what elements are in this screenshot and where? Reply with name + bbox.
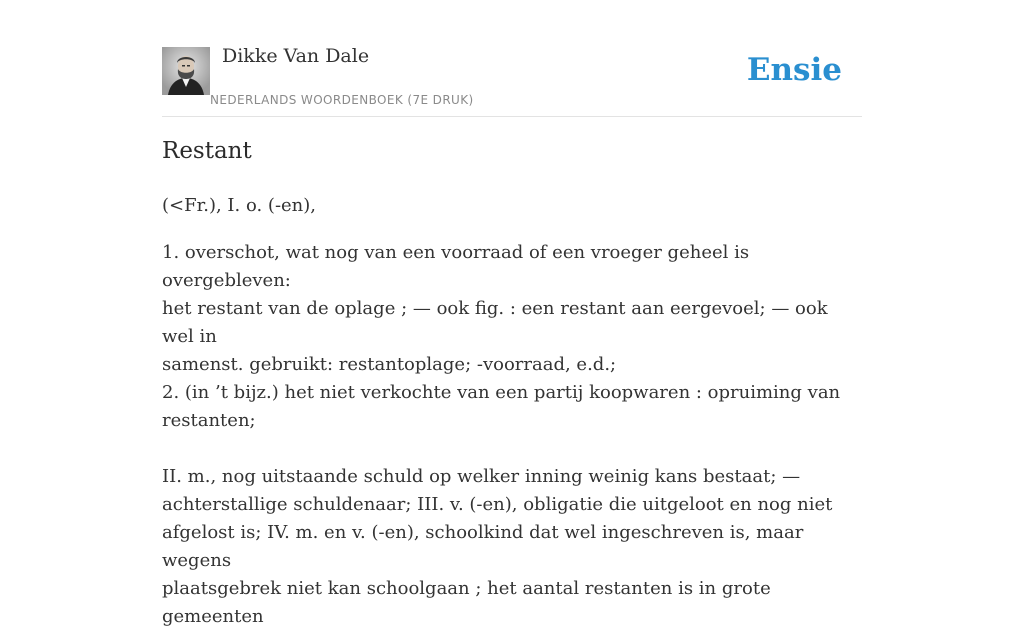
entry-line: restanten;	[162, 410, 256, 431]
entry-etymology: (<Fr.), I. o. (-en),	[162, 195, 317, 216]
entry-line: 2. (in ’t bijz.) het niet verkochte van een partij koopwaren : opruiming van	[162, 382, 841, 403]
paragraph-gap	[162, 435, 862, 463]
author-name[interactable]: Dikke Van Dale	[222, 45, 370, 67]
entry-line: II. m., nog uitstaande schuld op welker inning weinig kans bestaat; —	[162, 466, 801, 487]
portrait-photo-icon	[162, 47, 210, 95]
source-label: NEDERLANDS WOORDENBOEK (7E DRUK)	[210, 93, 474, 107]
avatar[interactable]	[162, 47, 210, 95]
entry-line: samenst. gebruikt: restantoplage; -voorraad, e.d.;	[162, 354, 617, 375]
entry-body	[162, 192, 862, 631]
brand-logo[interactable]: Ensie	[746, 52, 842, 88]
entry-line: plaatsgebrek niet kan schoolgaan ; het aantal restanten is in grote gemeenten	[162, 578, 771, 627]
entry-line: het restant van de oplage ; — ook fig. : een restant aan eergevoel; — ook wel in	[162, 298, 828, 347]
entry-title: Restant	[162, 138, 252, 164]
entry-line: afgelost is; IV. m. en v. (-en), schoolkind dat wel ingeschreven is, maar wegens	[162, 522, 804, 571]
page-header	[162, 0, 862, 117]
entry-line: achterstallige schuldenaar; III. v. (-en), obligatie die uitgeloot en nog niet	[162, 494, 833, 515]
entry-line: 1. overschot, wat nog van een voorraad of een vroeger geheel is overgebleven:	[162, 242, 750, 291]
